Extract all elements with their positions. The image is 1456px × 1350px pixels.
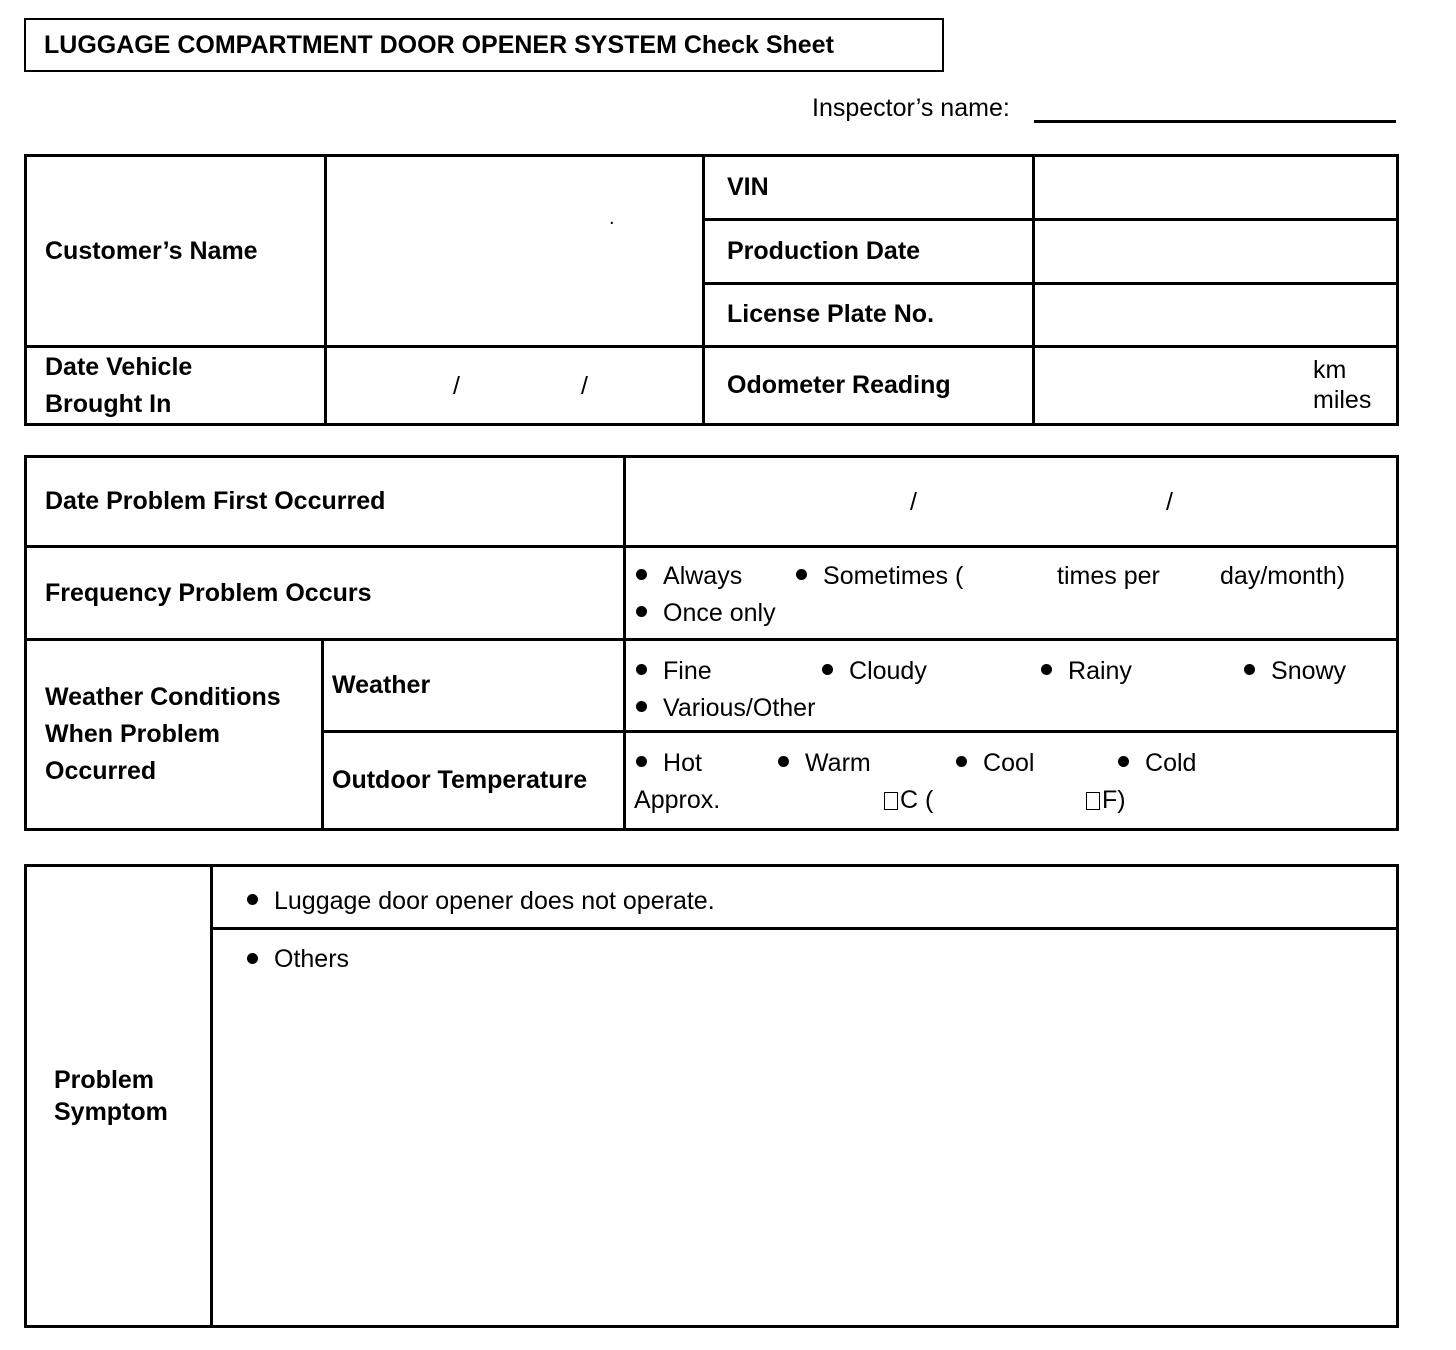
symptom-item-no-operate[interactable] (212, 866, 1398, 929)
odometer-field[interactable] (1034, 347, 1398, 425)
vin-field[interactable] (1034, 156, 1398, 220)
bullet-icon (636, 756, 647, 767)
weather-conditions-line1: Weather Conditions (45, 683, 281, 711)
freq-once-option[interactable] (636, 599, 776, 628)
first-occurred-field[interactable] (625, 457, 1398, 547)
vin-label (704, 156, 1034, 220)
symptom-others-text: Others (274, 945, 350, 973)
production-date-label (704, 220, 1034, 283)
bullet-icon (822, 664, 833, 675)
freq-sometimes-text: Sometimes ( (823, 561, 964, 590)
vehicle-info-table (24, 154, 1399, 426)
freq-once-text: Once only (663, 598, 776, 627)
bullet-icon (1118, 756, 1129, 767)
date-separator-2: / (581, 371, 588, 400)
weather-rainy-text: Rainy (1068, 656, 1132, 685)
weather-label (323, 640, 625, 732)
first-occurred-label (26, 457, 625, 547)
date-separator-1: / (453, 371, 460, 400)
problem-symptom-label (26, 866, 212, 1327)
temp-approx-label: Approx. (634, 785, 721, 814)
degree-placeholder-icon (1086, 792, 1100, 810)
odometer-label (704, 347, 1034, 425)
bullet-icon (636, 664, 647, 675)
customer-name-label (26, 156, 326, 347)
temp-cold-text: Cold (1145, 748, 1197, 777)
bullet-icon (1041, 664, 1052, 675)
weather-fine-option[interactable] (636, 657, 712, 686)
temp-warm-text: Warm (805, 748, 871, 777)
problem-symptom-table (24, 864, 1399, 1328)
first-date-separator-2: / (1166, 487, 1173, 516)
temp-fahrenheit-text: F) (1102, 785, 1126, 814)
frequency-options (625, 547, 1398, 640)
inspector-name-field[interactable] (1034, 120, 1396, 123)
first-date-separator-1: / (910, 487, 917, 516)
customer-name-label-text: Customer’s Name (45, 236, 258, 265)
bullet-icon (796, 569, 807, 580)
freq-always-text: Always (663, 561, 743, 590)
weather-other-option[interactable] (636, 694, 815, 723)
weather-other-text: Various/Other (663, 693, 816, 722)
date-brought-in-field[interactable] (326, 347, 704, 425)
temp-cool-text: Cool (983, 748, 1035, 777)
symptom-others-option (247, 945, 349, 974)
symptom-no-operate-text: Luggage door opener does not operate. (274, 886, 715, 915)
symptom-item-others[interactable] (212, 929, 1398, 1327)
frequency-label-text: Frequency Problem Occurs (45, 578, 372, 607)
bullet-icon (778, 756, 789, 767)
weather-cloudy-option[interactable] (822, 657, 927, 686)
problem-symptom-line1: Problem (54, 1066, 155, 1094)
production-date-field[interactable] (1034, 220, 1398, 283)
odometer-label-text: Odometer Reading (727, 371, 951, 399)
weather-snowy-text: Snowy (1271, 656, 1347, 685)
vin-label-text: VIN (727, 173, 769, 202)
frequency-label (26, 547, 625, 640)
production-date-label-text: Production Date (727, 236, 921, 265)
temp-celsius-text: C ( (900, 785, 934, 814)
bullet-icon (636, 569, 647, 580)
date-brought-in-label (26, 347, 326, 425)
title-text: LUGGAGE COMPARTMENT DOOR OPENER SYSTEM Check Sheet (44, 30, 834, 59)
freq-always-option[interactable] (636, 562, 742, 591)
weather-fine-text: Fine (663, 656, 712, 685)
weather-cloudy-text: Cloudy (849, 656, 927, 685)
weather-snowy-option[interactable] (1244, 657, 1346, 686)
temp-warm-option[interactable] (778, 749, 871, 778)
degree-placeholder-icon (884, 792, 898, 810)
date-brought-in-label-line1: Date Vehicle (45, 352, 193, 381)
license-plate-field[interactable] (1034, 283, 1398, 346)
temp-celsius (884, 786, 933, 815)
freq-day-month: day/month) (1220, 561, 1346, 590)
weather-conditions-line3: Occurred (45, 757, 157, 785)
customer-name-field[interactable] (326, 156, 704, 347)
temp-fahrenheit (1086, 786, 1126, 815)
weather-conditions-line2: When Problem (45, 720, 221, 748)
weather-label-text: Weather (332, 671, 431, 699)
odometer-unit-km: km (1313, 355, 1347, 384)
problem-symptom-line2: Symptom (54, 1098, 168, 1126)
odometer-unit-miles: miles (1313, 385, 1372, 414)
license-plate-label (704, 283, 1034, 346)
check-sheet-title (24, 18, 944, 72)
temp-hot-text: Hot (663, 748, 702, 777)
bullet-icon (636, 606, 647, 617)
temp-cool-option[interactable] (956, 749, 1034, 778)
freq-times-per: times per (1057, 561, 1160, 590)
temperature-options (625, 732, 1398, 830)
bullet-icon (636, 701, 647, 712)
temp-hot-option[interactable] (636, 749, 702, 778)
freq-sometimes-option[interactable] (796, 562, 963, 591)
weather-rainy-option[interactable] (1041, 657, 1132, 686)
license-plate-label-text: License Plate No. (727, 300, 935, 329)
inspector-name-label: Inspector’s name: (812, 94, 1010, 122)
conditions-table (24, 455, 1399, 831)
outdoor-temp-label (323, 732, 625, 830)
symptom-no-operate-option (247, 887, 715, 916)
bullet-icon (956, 756, 967, 767)
stray-dot: . (609, 207, 615, 229)
weather-conditions-label (26, 640, 323, 830)
bullet-icon (247, 953, 258, 964)
first-occurred-label-text: Date Problem First Occurred (45, 487, 386, 515)
weather-options (625, 640, 1398, 732)
bullet-icon (247, 894, 258, 905)
temp-cold-option[interactable] (1118, 749, 1196, 778)
bullet-icon (1244, 664, 1255, 675)
outdoor-temp-label-text: Outdoor Temperature (332, 766, 588, 794)
date-brought-in-label-line2: Brought In (45, 389, 172, 418)
